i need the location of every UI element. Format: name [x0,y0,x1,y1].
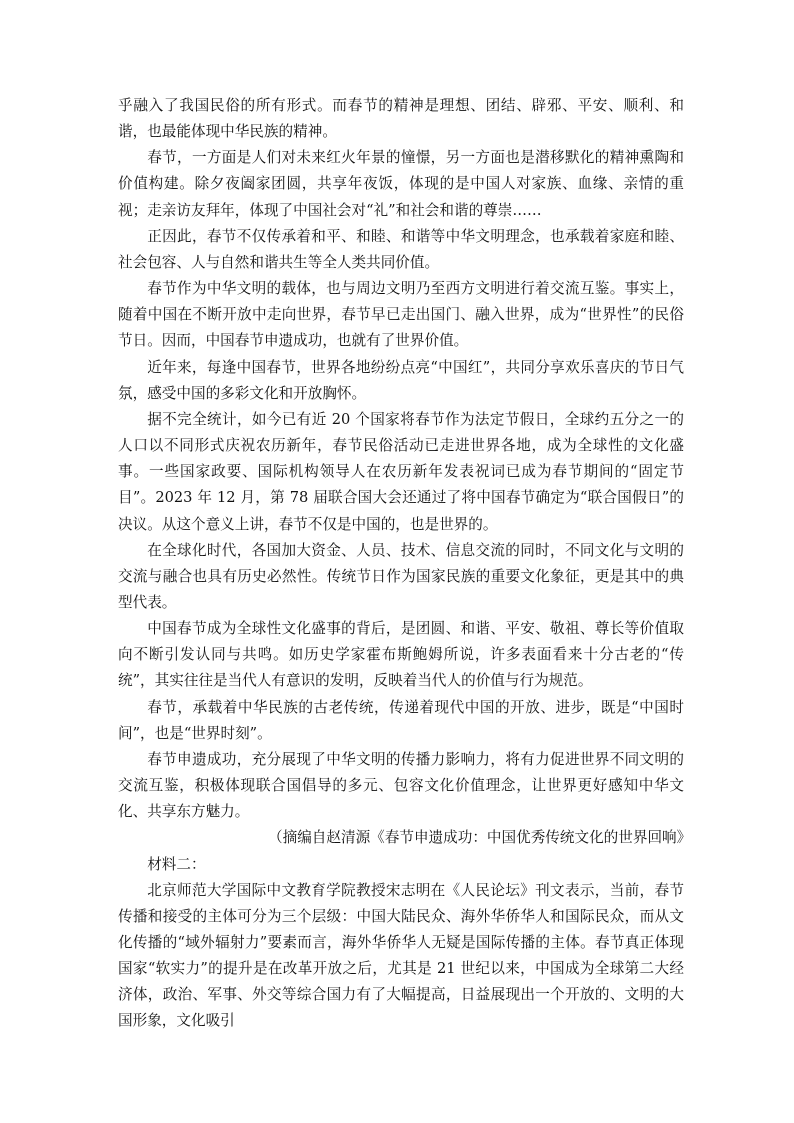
paragraph: 在全球化时代，各国加大资金、人员、技术、信息交流的同时，不同文化与文明的交流与融合也具有历史必然性。传统节日作为国家民族的重要文化象征，更是其中的典型代表。 [118,541,684,611]
paragraph: 春节，承载着中华民族的古老传统，传递着现代中国的开放、进步，既是“中国时间”，也是“世界时刻”。 [118,698,684,742]
paragraph-continuation: 乎融入了我国民俗的所有形式。而春节的精神是理想、团结、辟邪、平安、顺利、和谐，也最能体现中华民族的精神。 [118,97,684,141]
paragraph: 据不完全统计，如今已有近 20 个国家将春节作为法定节假日，全球约五分之一的人口以不同形式庆祝农历新年，春节民俗活动已走进世界各地，成为全球性的文化盛事。一些国家政要、国际机构领导人在农历新年发表祝词已成为春节期间的“固定节目”。2023 年 12 月，第 78 届联合国大会还通过了将中国春节确定为“联合国假日”的决议。从这个意义上讲，春节不仅是中国的，也是世界的。 [118,410,684,533]
paragraph: 春节作为中华文明的载体，也与周边文明乃至西方文明进行着交流互鉴。事实上，随着中国在不断开放中走向世界，春节早已走出国门、融入世界，成为“世界性”的民俗节日。因而，中国春节申遗成功，也就有了世界价值。 [118,280,684,350]
source-citation: （摘编自赵清源《春节申遗成功：中国优秀传统文化的世界回响》 [268,829,692,847]
document-page [118,93,692,1035]
paragraph: 春节申遗成功，充分展现了中华文明的传播力影响力，将有力促进世界不同文明的交流互鉴，积极体现联合国倡导的多元、包容文化价值理念，让世界更好感知中华文化、共享东方魅力。 [118,750,684,821]
paragraph: 春节，一方面是人们对未来红火年景的憧憬，另一方面也是潜移默化的精神熏陶和价值构建。除夕夜阖家团圆，共享年夜饭，体现的是中国人对家族、血缘、亲情的重视；走亲访友拜年，体现了中国社会对“礼”和社会和谐的尊崇…… [118,149,684,219]
paragraph: 中国春节成为全球性文化盛事的背后，是团圆、和谐、平安、敬祖、尊长等价值取向不断引发认同与共鸣。如历史学家霍布斯鲍姆所说，许多表面看来十分古老的“传统”，其实往往是当代人有意识的发明，反映着当代人的价值与行为规范。 [118,620,684,690]
material-heading: 材料二： [147,855,206,873]
paragraph: 正因此，春节不仅传承着和平、和睦、和谐等中华文明理念，也承载着家庭和睦、社会包容、人与自然和谐共生等全人类共同价值。 [118,227,684,271]
paragraph: 近年来，每逢中国春节，世界各地纷纷点亮“中国红”，共同分享欢乐喜庆的节日气氛，感受中国的多彩文化和开放胸怀。 [118,358,684,402]
material-paragraph: 北京师范大学国际中文教育学院教授宋志明在《人民论坛》刊文表示，当前，春节传播和接受的主体可分为三个层级：中国大陆民众、海外华侨华人和国际民众，而从文化传播的“域外辐射力”要素而言，海外华侨华人无疑是国际传播的主体。春节真正体现国家“软实力”的提升是在改革开放之后，尤其是 21 世纪以来，中国成为全球第二大经济体，政治、军事、外交等综合国力有了大幅提高，日益展现出一个开放的、文明的大国形象，文化吸引 [118,881,684,1030]
